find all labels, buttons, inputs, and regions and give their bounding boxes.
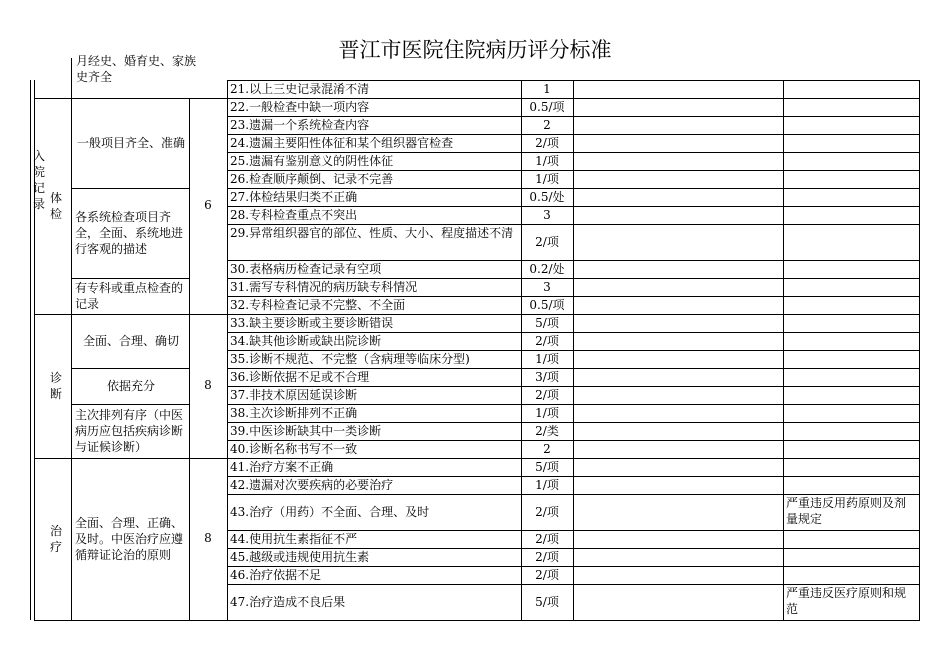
table-row-item: 21.以上三史记录混淆不清 xyxy=(230,82,370,96)
note2-right-line xyxy=(919,80,920,620)
table-row-item: 24.遗漏主要阳性体征和某个组织器官检查 xyxy=(230,136,454,150)
requirement-line xyxy=(71,458,190,459)
page-title: 晋江市医院住院病历评分标准 xyxy=(338,38,612,62)
table-row-deduct: 2/项 xyxy=(535,387,559,402)
requirement-0: 一般项目齐全、准确 xyxy=(76,136,185,150)
requirement-line xyxy=(71,188,190,189)
table-row-item: 36.诊断依据不足或不合理 xyxy=(230,370,370,384)
table-row-item: 47.治疗造成不良后果 xyxy=(230,595,346,609)
group-score-1: 8 xyxy=(204,378,212,392)
table-row-deduct: 2/项 xyxy=(535,504,559,519)
requirement-2: 有专科或重点检查的记录 xyxy=(75,281,184,311)
requirement-line xyxy=(71,368,190,369)
requirement-3: 全面、合理、确切 xyxy=(82,334,179,348)
table-row-item: 33.缺主要诊断或主要诊断错误 xyxy=(230,316,394,330)
requirement-line xyxy=(71,314,190,315)
section-left-line xyxy=(30,80,31,620)
table-row-item: 29.异常组织器官的部位、性质、大小、程度描述不清 xyxy=(230,226,514,240)
top-note: 月经史、婚育史、家族史齐全 xyxy=(76,54,197,84)
requirement-4: 依据充分 xyxy=(106,379,155,393)
table-row-deduct: 3/项 xyxy=(535,369,559,384)
table-row-deduct: 5/项 xyxy=(535,459,559,474)
table-row-deduct: 2/项 xyxy=(535,234,559,249)
table-row-deduct: 1/项 xyxy=(535,405,559,420)
group-score-2: 8 xyxy=(204,531,212,545)
table-row-item: 38.主次诊断排列不正确 xyxy=(230,406,358,420)
table-row-deduct: 2 xyxy=(543,117,551,132)
requirement-line xyxy=(71,404,190,405)
table-row-item: 31.需写专科情况的病历缺专科情况 xyxy=(230,280,418,294)
requirement-6: 全面、合理、正确、及时。中医治疗应遵循辩证论治的原则 xyxy=(75,516,184,562)
table-row-item: 22.一般检查中缺一项内容 xyxy=(230,100,370,114)
table-row-deduct: 0.5/处 xyxy=(529,189,565,204)
table-row-deduct: 5/项 xyxy=(535,315,559,330)
table-row-item: 37.非技术原因延误诊断 xyxy=(230,388,358,402)
requirement-1: 各系统检查项目齐全，全面、系统地进行客观的描述 xyxy=(75,210,184,256)
note1-right-line xyxy=(783,80,784,620)
table-row-note: 严重违反用药原则及剂量规定 xyxy=(786,496,907,526)
requirement-5: 主次排列有序（中医病历应包括疾病诊断与证候诊断） xyxy=(75,408,184,454)
table-row-deduct: 2/项 xyxy=(535,333,559,348)
table-row-item: 45.越级或违规使用抗生素 xyxy=(230,550,370,564)
group-right-line xyxy=(71,98,72,620)
table-row-deduct: 2/类 xyxy=(535,423,559,438)
table-row-item: 39.中医诊断缺其中一类诊断 xyxy=(230,424,382,438)
row-line xyxy=(227,620,920,621)
group-label-2: 治疗 xyxy=(49,524,62,554)
table-row-deduct: 1 xyxy=(543,81,551,96)
table-row-item: 46.治疗依据不足 xyxy=(230,568,322,582)
table-row-item: 44.使用抗生素指征不严 xyxy=(230,532,358,546)
group-label-1: 诊断 xyxy=(49,371,62,401)
deduct-right-line xyxy=(573,80,574,620)
table-row-deduct: 2 xyxy=(543,441,551,456)
table-row-deduct: 5/项 xyxy=(535,594,559,609)
table-row-deduct: 1/项 xyxy=(535,351,559,366)
table-row-deduct: 2/项 xyxy=(535,531,559,546)
table-row-item: 30.表格病历检查记录有空项 xyxy=(230,262,382,276)
table-row-deduct: 2/项 xyxy=(535,135,559,150)
section-label: 入院记录 xyxy=(32,149,45,211)
table-row-item: 43.治疗（用药）不全面、合理、及时 xyxy=(230,505,430,519)
requirement-line xyxy=(71,98,190,99)
table-row-deduct: 2/项 xyxy=(535,567,559,582)
top-note-left-line xyxy=(71,58,72,98)
score-right-line xyxy=(227,80,228,620)
table-row-item: 26.检查顺序颠倒、记录不完善 xyxy=(230,172,394,186)
table-row-deduct: 0.5/项 xyxy=(529,99,565,114)
table-row-item: 28.专科检查重点不突出 xyxy=(230,208,358,222)
group-label-0: 体检 xyxy=(49,191,62,221)
table-row-deduct: 3 xyxy=(543,279,551,294)
table-row-item: 25.遗漏有鉴别意义的阴性体征 xyxy=(230,154,394,168)
table-row-item: 23.遗漏一个系统检查内容 xyxy=(230,118,370,132)
table-row-item: 34.缺其他诊断或缺出院诊断 xyxy=(230,334,382,348)
group-score-0: 6 xyxy=(204,198,212,212)
table-row-item: 32.专科检查记录不完整、不全面 xyxy=(230,298,406,312)
table-row-item: 41.治疗方案不正确 xyxy=(230,460,334,474)
table-row-item: 42.遗漏对次要疾病的必要治疗 xyxy=(230,478,394,492)
table-row-item: 27.体检结果归类不正确 xyxy=(230,190,358,204)
table-row-deduct: 0.2/处 xyxy=(529,261,565,276)
requirement-line xyxy=(71,278,190,279)
table-row-deduct: 1/项 xyxy=(535,153,559,168)
table-row-deduct: 3 xyxy=(543,207,551,222)
requirement-line xyxy=(71,620,190,621)
table-row-deduct: 2/项 xyxy=(535,549,559,564)
table-row-item: 40.诊断名称书写不一致 xyxy=(230,442,358,456)
table-row-deduct: 0.5/项 xyxy=(529,297,565,312)
table-row-item: 35.诊断不规范、不完整（含病理等临床分型) xyxy=(230,352,470,366)
table-row-deduct: 1/项 xyxy=(535,171,559,186)
table-row-deduct: 1/项 xyxy=(535,477,559,492)
table-row-note: 严重违反医疗原则和规范 xyxy=(786,586,907,616)
